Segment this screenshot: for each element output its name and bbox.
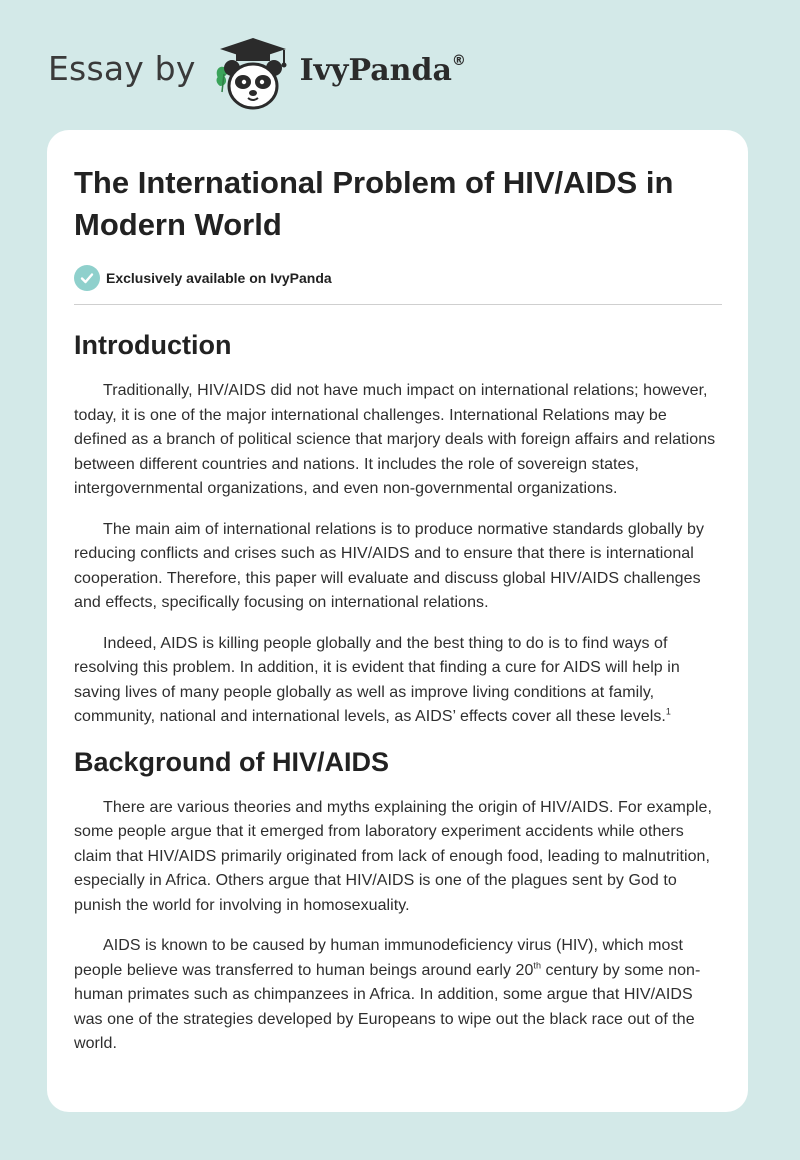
paragraph: The main aim of international relations is to produce normative standards globally by reducing conflicts and crises such as HIV/AIDS and to ensure that there is international cooperation. Therefore, this paper will evaluate and discuss global HIV/AIDS challenges and effects, specifically focusing on international relations. <box>74 520 705 611</box>
paragraph <box>74 934 722 1057</box>
brand-name-text: IvyPanda <box>299 52 452 88</box>
section-heading-introduction: Introduction <box>74 330 232 360</box>
paragraph-text: AIDS is known to be caused by human immunodeficiency virus (HIV), which most people believe was transferred to human beings around early 20 <box>74 937 684 979</box>
panda-logo-icon[interactable] <box>210 34 296 114</box>
page-title: The International Problem of HIV/AIDS in Modern World <box>74 165 674 242</box>
section-heading-background: Background of HIV/AIDS <box>74 746 390 777</box>
paragraph: There are various theories and myths explaining the origin of HIV/AIDS. For example, some people argue that it emerged from laboratory experiment accidents while others claim that HIV/AIDS primarily originated from lack of enough food, leading to malnutrition, especially in Africa. Others argue that HIV/AIDS is one of the plagues sent by God to punish the world for involving in homosexuality. <box>74 798 712 914</box>
paragraph-text: century by some non-human primates such as chimpanzees in Africa. In addition, some argue that HIV/AIDS was one of the strategies developed by Europeans to wipe out the black race out of the world. <box>74 961 701 1052</box>
essay-card <box>47 130 748 1112</box>
ordinal-suffix: th <box>533 960 541 971</box>
paragraph-text: Indeed, AIDS is killing people globally and the best thing to do is to find ways of resolving this problem. In addition, it is evident that finding a cure for AIDS will help in saving lives of many people globally as well as improve living conditions at family, community, national and international levels, as AIDS’ effects cover all these levels. <box>74 634 680 725</box>
divider <box>74 304 722 305</box>
paragraph <box>74 632 722 730</box>
paragraph: Traditionally, HIV/AIDS did not have much impact on international relations; however, today, it is one of the major international challenges. International Relations may be defined as a branch of political science that marjory deals with foreign affairs and relations between different countries and nations. It includes the role of sovereign states, intergovernmental organizations, and even non-governmental organizations. <box>74 382 716 497</box>
checkmark-icon <box>74 265 100 291</box>
brand-name[interactable] <box>300 53 466 88</box>
exclusive-badge <box>74 264 722 292</box>
footnote-ref[interactable]: 1 <box>665 706 671 717</box>
essay-by-label: Essay by <box>48 48 196 88</box>
registered-mark: ® <box>451 52 466 69</box>
badge-text: Exclusively available on IvyPanda <box>106 270 332 286</box>
site-header <box>48 34 466 114</box>
